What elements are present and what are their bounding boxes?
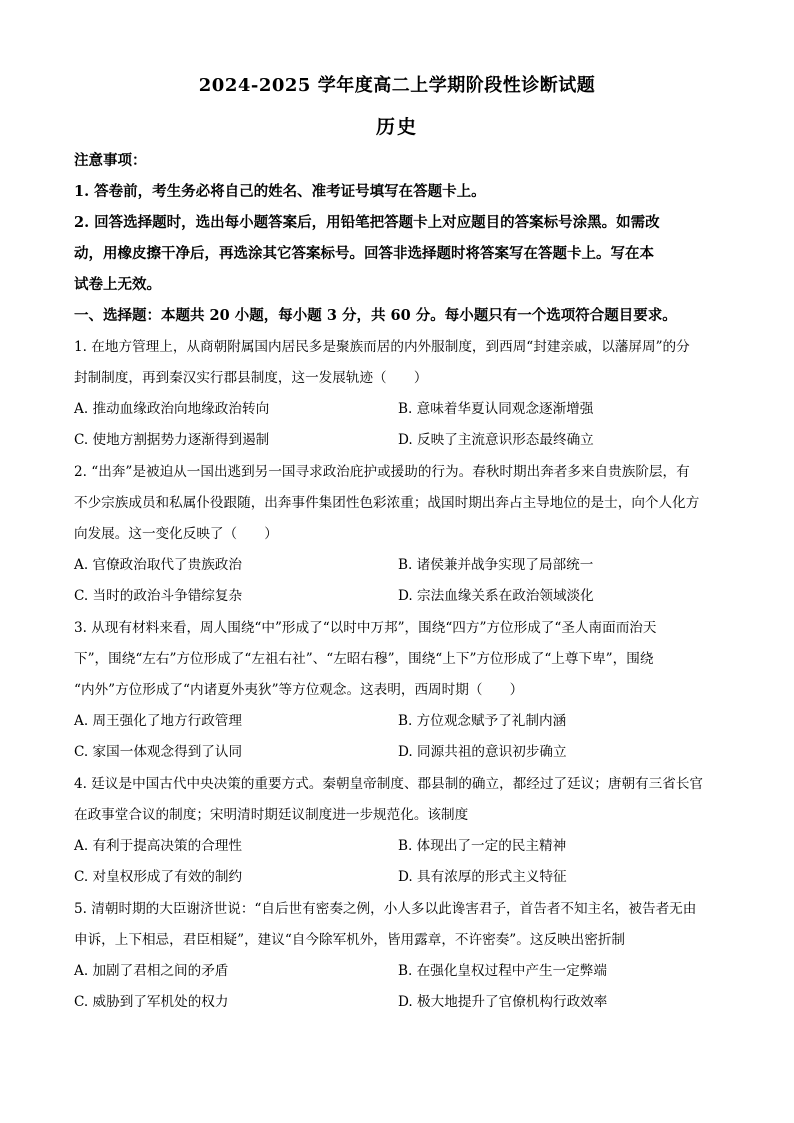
subject-title: 历史 <box>375 116 418 138</box>
question-4-line-1: 4. 廷议是中国古代中央决策的重要方式。秦朝皇帝制度、郡县制的确立，都经过了廷议；唐朝有三省长官 <box>74 776 704 792</box>
question-4-line-2: 在政事堂合议的制度；宋明清时期廷议制度进一步规范化。该制度 <box>74 807 469 823</box>
question-2-option-a: A. 官僚政治取代了贵族政治 <box>74 557 242 573</box>
question-5-line-1: 5. 清朝时期的大臣谢济世说：“自后世有密奏之例，小人多以此谗害君子，首告者不知主名，被告者无由 <box>74 901 697 917</box>
question-2-option-d: D. 宗法血缘关系在政治领域淡化 <box>398 588 594 604</box>
notice-item-2-line-1: 2. 回答选择题时，选出每小题答案后，用铅笔把答题卡上对应题目的答案标号涂黑。如需改 <box>74 214 660 231</box>
question-3-line-2: 下”，围绕“左右”方位形成了“左祖右社”、“左昭右穆”，围绕“上下”方位形成了“上尊下卑”，围绕 <box>74 651 654 667</box>
question-2-option-b: B. 诸侯兼并战争实现了局部统一 <box>398 557 594 573</box>
exam-title: 2024-2025 学年度高二上学期阶段性诊断试题 <box>198 75 596 96</box>
question-5-option-c: C. 威胁到了军机处的权力 <box>74 994 229 1010</box>
notice-item-2-line-3: 试卷上无效。 <box>74 276 161 293</box>
question-1-line-1: 1. 在地方管理上，从商朝附属国内居民多是聚族而居的内外服制度，到西周“封建亲戚，以藩屏周”的分 <box>74 339 690 355</box>
question-4-option-b: B. 体现出了一定的民主精神 <box>398 838 567 854</box>
question-3-option-c: C. 家国一体观念得到了认同 <box>74 744 243 760</box>
question-3-option-a: A. 周王强化了地方行政管理 <box>74 713 242 729</box>
question-5-option-b: B. 在强化皇权过程中产生一定弊端 <box>398 963 607 979</box>
question-1-option-c: C. 使地方割据势力逐渐得到遏制 <box>74 432 270 448</box>
question-1-option-a: A. 推动血缘政治向地缘政治转向 <box>74 401 270 417</box>
question-2-line-2: 不少宗族成员和私属仆役跟随，出奔事件集团性色彩浓重；战国时期出奔占主导地位的是士，向个人化方 <box>74 495 700 511</box>
question-1-line-2: 封制制度，再到秦汉实行郡县制度，这一发展轨迹（ ） <box>74 370 428 386</box>
question-5-option-d: D. 极大地提升了官僚机构行政效率 <box>398 994 608 1010</box>
notice-heading: 注意事项： <box>74 152 147 169</box>
question-3-line-3: “内外”方位形成了“内诸夏外夷狄”等方位观念。这表明，西周时期（ ） <box>74 682 524 698</box>
question-2-line-1: 2. “出奔”是被迫从一国出逃到另一国寻求政治庇护或援助的行为。春秋时期出奔者多来自贵族阶层，有 <box>74 464 690 480</box>
question-4-option-c: C. 对皇权形成了有效的制约 <box>74 869 243 885</box>
question-3-line-1: 3. 从现有材料来看，周人围绕“中”形成了“以时中万邦”，围绕“四方”方位形成了“圣人南面而治天 <box>74 620 657 636</box>
question-2-line-3: 向发展。这一变化反映了（ ） <box>74 526 278 542</box>
question-5-line-2: 申诉，上下相忌，君臣相疑”，建议“自今除军机外，皆用露章，不许密奏”。这反映出密折制 <box>74 932 626 948</box>
notice-item-1: 1. 答卷前，考生务必将自己的姓名、准考证号填写在答题卡上。 <box>74 183 486 200</box>
question-1-option-d: D. 反映了主流意识形态最终确立 <box>398 432 594 448</box>
question-5-option-a: A. 加剧了君相之间的矛盾 <box>74 963 229 979</box>
question-4-option-a: A. 有利于提高决策的合理性 <box>74 838 242 854</box>
notice-item-2-line-2: 动，用橡皮擦干净后，再选涂其它答案标号。回答非选择题时将答案写在答题卡上。写在本 <box>74 245 654 262</box>
question-4-option-d: D. 具有浓厚的形式主义特征 <box>398 869 567 885</box>
question-3-option-b: B. 方位观念赋予了礼制内涵 <box>398 713 567 729</box>
section-heading: 一、选择题：本题共 20 小题，每小题 3 分，共 60 分。每小题只有一个选项符合题目要求。 <box>74 307 677 324</box>
question-3-option-d: D. 同源共祖的意识初步确立 <box>398 744 567 760</box>
question-2-option-c: C. 当时的政治斗争错综复杂 <box>74 588 243 604</box>
question-1-option-b: B. 意味着华夏认同观念逐渐增强 <box>398 401 594 417</box>
